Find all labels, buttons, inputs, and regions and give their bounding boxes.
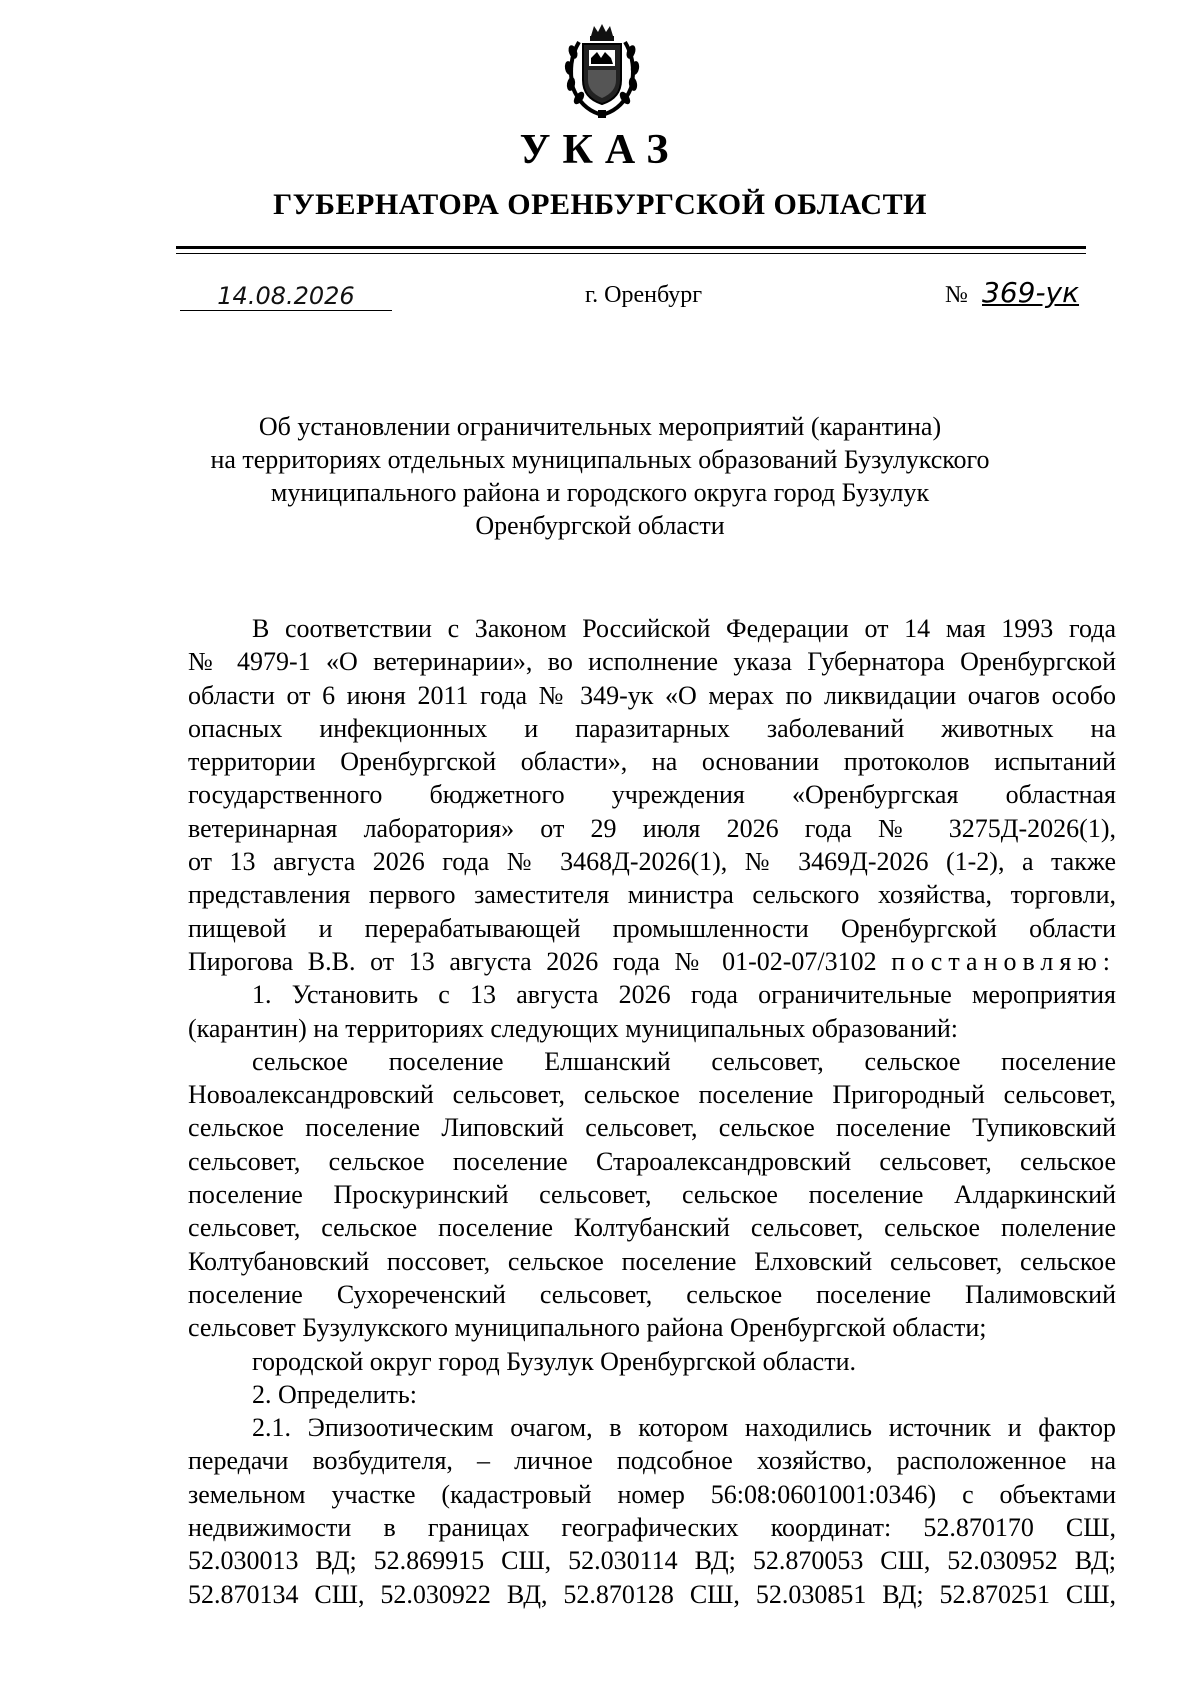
document-title: УКАЗ	[519, 127, 681, 173]
decree-body	[188, 612, 1116, 1611]
body-line: поселение Проскуринский сельсовет, сельское поселение Алдаркинский	[188, 1180, 1116, 1210]
body-line-resolution	[188, 945, 1116, 978]
body-line: области от 6 июня 2011 года № 349-ук «О мерах по ликвидации очагов особо	[188, 680, 1116, 710]
header-rule-thin	[176, 253, 1086, 254]
body-line: опасных инфекционных и паразитарных заболеваний животных на	[188, 713, 1116, 743]
body-line: 2.1. Эпизоотическим очагом, в котором находились источник и фактор	[252, 1413, 1116, 1443]
decree-heading	[160, 410, 1040, 542]
body-line: сельское поселение Липовский сельсовет, сельское поселение Тупиковский	[188, 1113, 1116, 1143]
body-line: № 4979-1 «О ветеринарии», во исполнение указа Губернатора Оренбургской	[188, 647, 1116, 677]
header-rule-thick	[176, 246, 1086, 249]
heading-line: Оренбургской области	[475, 511, 725, 540]
body-line: земельном участке (кадастровый номер 56:08:0601001:0346) с объектами	[188, 1479, 1116, 1509]
body-line-text: Пирогова В.В. от 13 августа 2026 года № 01-02-07/3102	[188, 946, 877, 976]
body-line: Колтубановский поссовет, сельское поселение Елховский сельсовет, сельское	[188, 1246, 1116, 1276]
body-line: от 13 августа 2026 года № 3468Д-2026(1), № 3469Д-2026 (1-2), а также	[188, 847, 1116, 877]
decree-date: 14.08.2026	[180, 282, 392, 311]
body-line: городской округ город Бузулук Оренбургской области.	[252, 1346, 856, 1376]
body-line: сельсовет, сельское поселение Староалександровский сельсовет, сельское	[188, 1146, 1116, 1176]
heading-line: Об установлении ограничительных мероприятий (карантина)	[258, 412, 942, 441]
decree-number-label: №	[945, 282, 968, 308]
body-line: 1. Установить с 13 августа 2026 года ограничительные мероприятия	[252, 980, 1116, 1010]
coat-of-arms-emblem	[561, 22, 643, 120]
body-line: пищевой и перерабатывающей промышленности Оренбургской области	[188, 913, 1116, 943]
body-line: В соответствии с Законом Российской Федерации от 14 мая 1993 года	[252, 614, 1116, 643]
body-line: поселение Сухореченский сельсовет, сельское поселение Палимовский	[188, 1279, 1116, 1309]
body-line: ветеринарная лаборатория» от 29 июля 2026 года № 3275Д-2026(1),	[188, 813, 1116, 843]
body-line: территории Оренбургской области», на основании протоколов испытаний	[188, 747, 1116, 777]
body-line: 2. Определить:	[252, 1379, 417, 1409]
body-line: сельское поселение Елшанский сельсовет, сельское поселение	[252, 1046, 1116, 1076]
heading-line: муниципального района и городского округа город Бузулук	[270, 478, 930, 507]
body-line: (карантин) на территориях следующих муниципальных образований:	[188, 1013, 959, 1043]
body-line: недвижимости в границах географических координат: 52.870170 СШ,	[188, 1513, 1116, 1543]
body-line: 52.870134 СШ, 52.030922 ВД, 52.870128 СШ, 52.030851 ВД; 52.870251 СШ,	[188, 1579, 1116, 1609]
document-subtitle: ГУБЕРНАТОРА ОРЕНБУРГСКОЙ ОБЛАСТИ	[273, 188, 927, 221]
decree-number: 369-ук	[982, 276, 1080, 309]
heading-line: на территориях отдельных муниципальных образований Бузулукского	[210, 445, 990, 474]
body-line: Новоалександровский сельсовет, сельское поселение Пригородный сельсовет,	[188, 1080, 1116, 1110]
body-line: сельсовет, сельское поселение Колтубанский сельсовет, сельское полеление	[188, 1213, 1116, 1243]
body-line: государственного бюджетного учреждения «Оренбургская областная	[188, 780, 1116, 810]
body-line: 52.030013 ВД; 52.869915 СШ, 52.030114 ВД; 52.870053 СШ, 52.030952 ВД;	[188, 1546, 1116, 1576]
body-line: сельсовет Бузулукского муниципального района Оренбургской области;	[188, 1313, 987, 1343]
decree-city: г. Оренбург	[585, 282, 703, 308]
body-line: передачи возбудителя, – личное подсобное хозяйство, расположенное на	[188, 1446, 1116, 1476]
body-line: представления первого заместителя министра сельского хозяйства, торговли,	[188, 880, 1116, 910]
resolution-word: постановляю:	[891, 946, 1116, 976]
